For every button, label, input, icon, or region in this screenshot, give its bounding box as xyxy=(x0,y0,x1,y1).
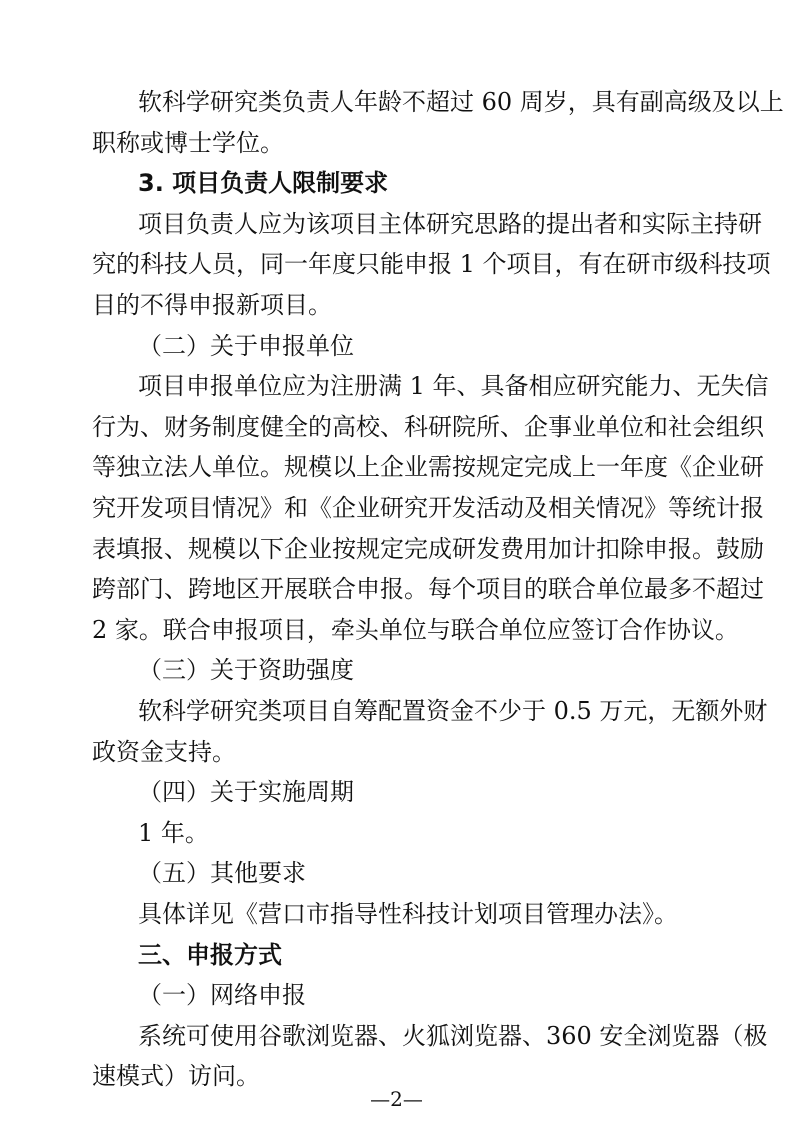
paragraph-leader-line-3: 目的不得申报新项目。 xyxy=(92,291,332,319)
paragraph-unit-line-5: 表填报、规模以下企业按规定完成研发费用加计扣除申报。鼓励 xyxy=(92,535,764,563)
paragraph-browser-line-2: 速模式）访问。 xyxy=(92,1062,260,1090)
heading-applicant-unit: （二）关于申报单位 xyxy=(138,332,354,360)
paragraph-unit-line-1: 项目申报单位应为注册满 1 年、具备相应研究能力、无失信 xyxy=(138,372,769,400)
heading-application-method: 三、申报方式 xyxy=(138,941,282,969)
paragraph-funding-line-2: 政资金支持。 xyxy=(92,738,236,766)
paragraph-period: 1 年。 xyxy=(138,819,209,847)
paragraph-unit-line-6: 跨部门、跨地区开展联合申报。每个项目的联合单位最多不超过 xyxy=(92,575,764,603)
paragraph-funding-line-1: 软科学研究类项目自筹配置资金不少于 0.5 万元，无额外财 xyxy=(138,697,768,725)
paragraph-unit-line-3: 等独立法人单位。规模以上企业需按规定完成上一年度《企业研 xyxy=(92,453,764,481)
paragraph-unit-line-2: 行为、财务制度健全的高校、科研院所、企事业单位和社会组织 xyxy=(92,413,764,441)
heading-funding: （三）关于资助强度 xyxy=(138,656,354,684)
paragraph-age-line-1: 软科学研究类负责人年龄不超过 60 周岁，具有副高级及以上 xyxy=(138,88,784,116)
paragraph-leader-line-1: 项目负责人应为该项目主体研究思路的提出者和实际主持研 xyxy=(138,210,762,238)
heading-online-application: （一）网络申报 xyxy=(138,981,306,1009)
paragraph-browser-line-1: 系统可使用谷歌浏览器、火狐浏览器、360 安全浏览器（极 xyxy=(138,1022,768,1050)
paragraph-other: 具体详见《营口市指导性科技计划项目管理办法》。 xyxy=(138,900,678,928)
paragraph-age-line-2: 职称或博士学位。 xyxy=(92,129,284,157)
heading-period: （四）关于实施周期 xyxy=(138,778,354,806)
heading-leader-restrictions: 3. 项目负责人限制要求 xyxy=(138,169,389,197)
heading-other-requirements: （五）其他要求 xyxy=(138,859,306,887)
paragraph-leader-line-2: 究的科技人员，同一年度只能申报 1 个项目，有在研市级科技项 xyxy=(92,250,771,278)
page-number: —2— xyxy=(370,1087,423,1111)
paragraph-unit-line-4: 究开发项目情况》和《企业研究开发活动及相关情况》等统计报 xyxy=(92,494,764,522)
paragraph-unit-line-7: 2 家。联合申报项目，牵头单位与联合单位应签订合作协议。 xyxy=(92,616,739,644)
